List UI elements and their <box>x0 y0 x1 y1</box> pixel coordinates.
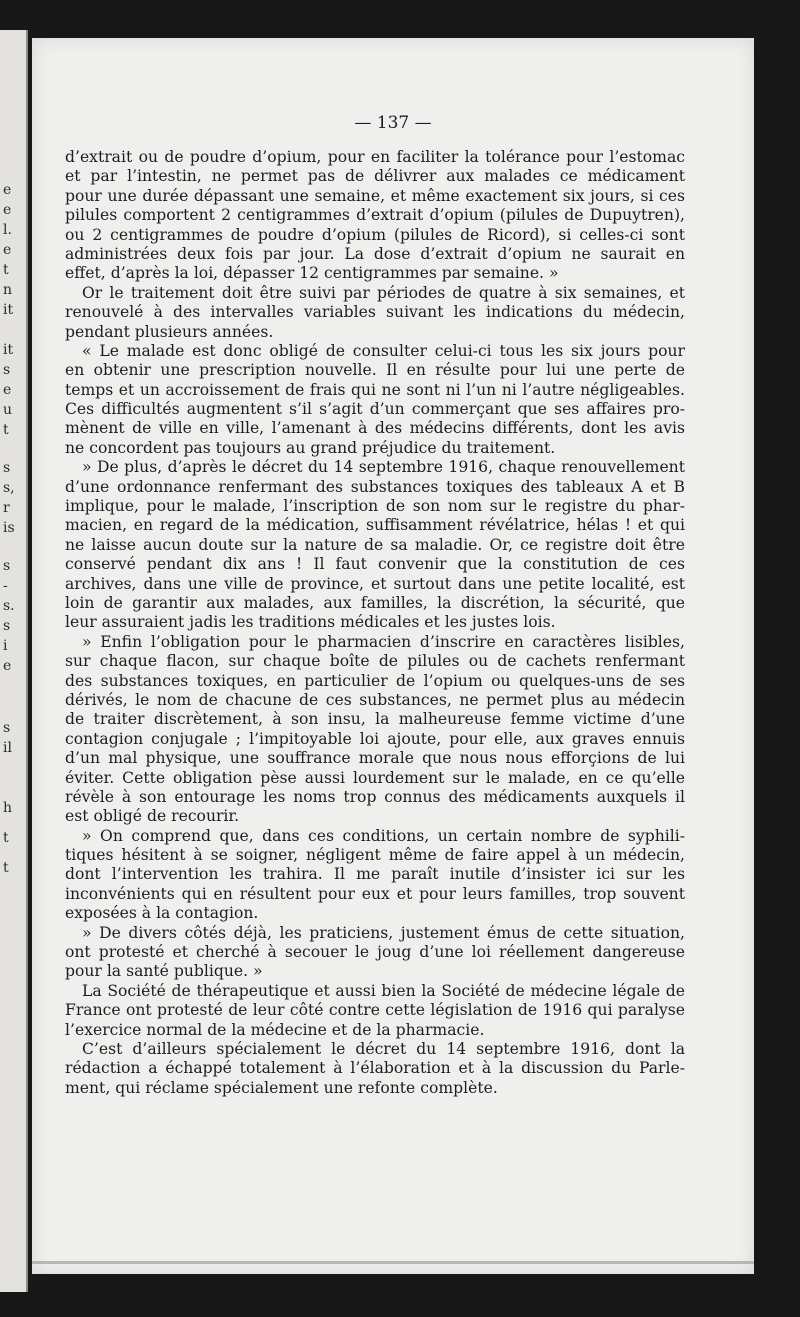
text-line: ne laisse aucun doute sur la nature de sa maladie. Or, ce registre doit être <box>65 535 685 554</box>
text-line: l’exercice normal de la médecine et de la pharmacie. <box>65 1020 485 1039</box>
margin-fragment: h <box>3 800 13 816</box>
text-line: C’est d’ailleurs spécialement le décret du 14 septembre 1916, dont la <box>82 1039 685 1058</box>
text-line: ne concordent pas toujours au grand préjudice du traitement. <box>65 438 556 457</box>
text-line: et par l’intestin, ne permet pas de délivrer aux malades ce médicament <box>65 167 685 186</box>
margin-fragment: e <box>3 382 12 398</box>
page-number: — 137 — <box>354 113 432 133</box>
text-line: de traiter discrètement, à son insu, la malheureuse femme victime d’une <box>65 710 685 729</box>
text-line: loin de garantir aux malades, aux familles, la discrétion, la sécurité, que <box>65 593 685 612</box>
margin-fragment: s. <box>3 598 15 614</box>
text-line: tiques hésitent à se soigner, négligent même de faire appel à un médecin, <box>65 846 685 865</box>
text-line: » On comprend que, dans ces conditions, un certain nombre de syphili- <box>82 826 685 845</box>
text-line: pour une durée dépassant une semaine, et même exactement six jours, si ces <box>65 186 685 205</box>
margin-fragment: s <box>3 460 11 476</box>
margin-fragment: - <box>3 578 8 594</box>
margin-fragment: s <box>3 720 11 736</box>
text-line: dont l’intervention les trahira. Il me paraît inutile d’insister ici sur les <box>65 865 685 884</box>
margin-fragment: l. <box>3 222 12 238</box>
text-line: révèle à son entourage les noms trop connus des médicaments auxquels il <box>65 787 685 806</box>
text-line: inconvénients qui en résultent pour eux et pour leurs familles, trop souvent <box>65 884 685 903</box>
text-line: sur chaque flacon, sur chaque boîte de pilules ou de cachets renfermant <box>65 652 685 671</box>
text-line: pour la santé publique. » <box>65 962 263 981</box>
margin-fragment: il <box>3 740 12 756</box>
margin-fragment: t <box>3 860 9 876</box>
margin-fragment: s, <box>3 480 15 496</box>
text-line: en obtenir une prescription nouvelle. Il en résulte pour lui une perte de <box>65 361 685 380</box>
text-line: effet, d’après la loi, dépasser 12 centigrammes par semaine. » <box>65 264 559 283</box>
text-line: » Enfin l’obligation pour le pharmacien d’inscrire en caractères lisibles, <box>82 632 685 651</box>
margin-fragment: i <box>3 638 8 654</box>
text-line: d’une ordonnance renfermant des substances toxiques des tableaux A et B <box>65 477 685 496</box>
margin-fragment: is <box>3 520 15 536</box>
margin-fragment: e <box>3 242 12 258</box>
text-line: France ont protesté de leur côté contre cette législation de 1916 qui paralyse <box>65 1001 685 1020</box>
text-line: renouvelé à des intervalles variables suivant les indications du médecin, <box>65 303 685 322</box>
text-line: d’extrait ou de poudre d’opium, pour en faciliter la tolérance pour l’estomac <box>65 148 685 166</box>
text-line: exposées à la contagion. <box>65 904 259 923</box>
book-page <box>32 38 754 1274</box>
text-line: ment, qui réclame spécialement une refonte complète. <box>65 1078 498 1097</box>
margin-fragment: u <box>3 402 13 418</box>
text-line: ont protesté et cherché à secouer le joug d’une loi réellement dangereuse <box>65 943 685 962</box>
text-line: contagion conjugale ; l’impitoyable loi ajoute, pour elle, aux graves ennuis <box>65 729 685 748</box>
margin-fragment: e <box>3 182 12 198</box>
text-line: Ces difficultés augmentent s’il s’agit d’un commerçant que ses affaires pro- <box>65 400 685 419</box>
text-line: dérivés, le nom de chacune de ces substances, ne permet plus au médecin <box>65 690 685 709</box>
text-line: temps et un accroissement de frais qui ne sont ni l’un ni l’autre négligeables. <box>65 380 685 399</box>
text-line: rédaction a échappé totalement à l’élaboration et à la discussion du Parle- <box>65 1059 685 1078</box>
margin-fragment: s <box>3 558 11 574</box>
margin-fragment: it <box>3 302 14 318</box>
text-line: implique, pour le malade, l’inscription de son nom sur le registre du phar- <box>65 497 685 516</box>
text-line: pendant plusieurs années. <box>65 322 274 341</box>
text-line: » De divers côtés déjà, les praticiens, justement émus de cette situation, <box>82 923 685 942</box>
page-bottom-edge <box>32 1261 754 1264</box>
text-line: des substances toxiques, en particulier de l’opium ou quelques-uns de ses <box>65 671 685 690</box>
text-line: leur assuraient jadis les traditions médicales et les justes lois. <box>65 613 556 632</box>
text-line: mènent de ville en ville, l’amenant à des médecins différents, dont les avis <box>65 419 685 438</box>
text-line: La Société de thérapeutique et aussi bien la Société de médecine légale de <box>82 981 685 1000</box>
text-line: archives, dans une ville de province, et surtout dans une petite localité, est <box>65 574 685 593</box>
text-line: Or le traitement doit être suivi par périodes de quatre à six semaines, et <box>82 283 685 302</box>
text-line: d’un mal physique, une souffrance morale que nous nous efforçions de lui <box>65 749 685 768</box>
text-line: macien, en regard de la médication, suffisamment révélatrice, hélas ! et qui <box>65 516 685 535</box>
margin-fragment: e <box>3 658 12 674</box>
margin-fragment: s <box>3 362 11 378</box>
margin-fragment: n <box>3 282 13 298</box>
body-text <box>65 148 685 1098</box>
margin-fragment: t <box>3 262 9 278</box>
text-line: conservé pendant dix ans ! Il faut convenir que la constitution de ces <box>65 555 685 574</box>
margin-fragment: it <box>3 342 14 358</box>
margin-fragment: t <box>3 422 9 438</box>
text-line: est obligé de recourir. <box>65 807 240 826</box>
margin-fragment: e <box>3 202 12 218</box>
text-line: ou 2 centigrammes de poudre d’opium (pilules de Ricord), si celles-ci sont <box>65 225 685 244</box>
text-line: éviter. Cette obligation pèse aussi lourdement sur le malade, en ce qu’elle <box>65 768 685 787</box>
margin-fragment: t <box>3 830 9 846</box>
previous-page-edge <box>0 30 28 1292</box>
text-line: administrées deux fois par jour. La dose d’extrait d’opium ne saurait en <box>65 244 685 263</box>
margin-fragment: s <box>3 618 11 634</box>
text-line: pilules comportent 2 centigrammes d’extrait d’opium (pilules de Dupuytren), <box>65 206 685 225</box>
text-line: « Le malade est donc obligé de consulter celui-ci tous les six jours pour <box>82 341 685 360</box>
margin-fragment: r <box>3 500 10 516</box>
text-line: » De plus, d’après le décret du 14 septembre 1916, chaque renouvellement <box>82 458 685 477</box>
